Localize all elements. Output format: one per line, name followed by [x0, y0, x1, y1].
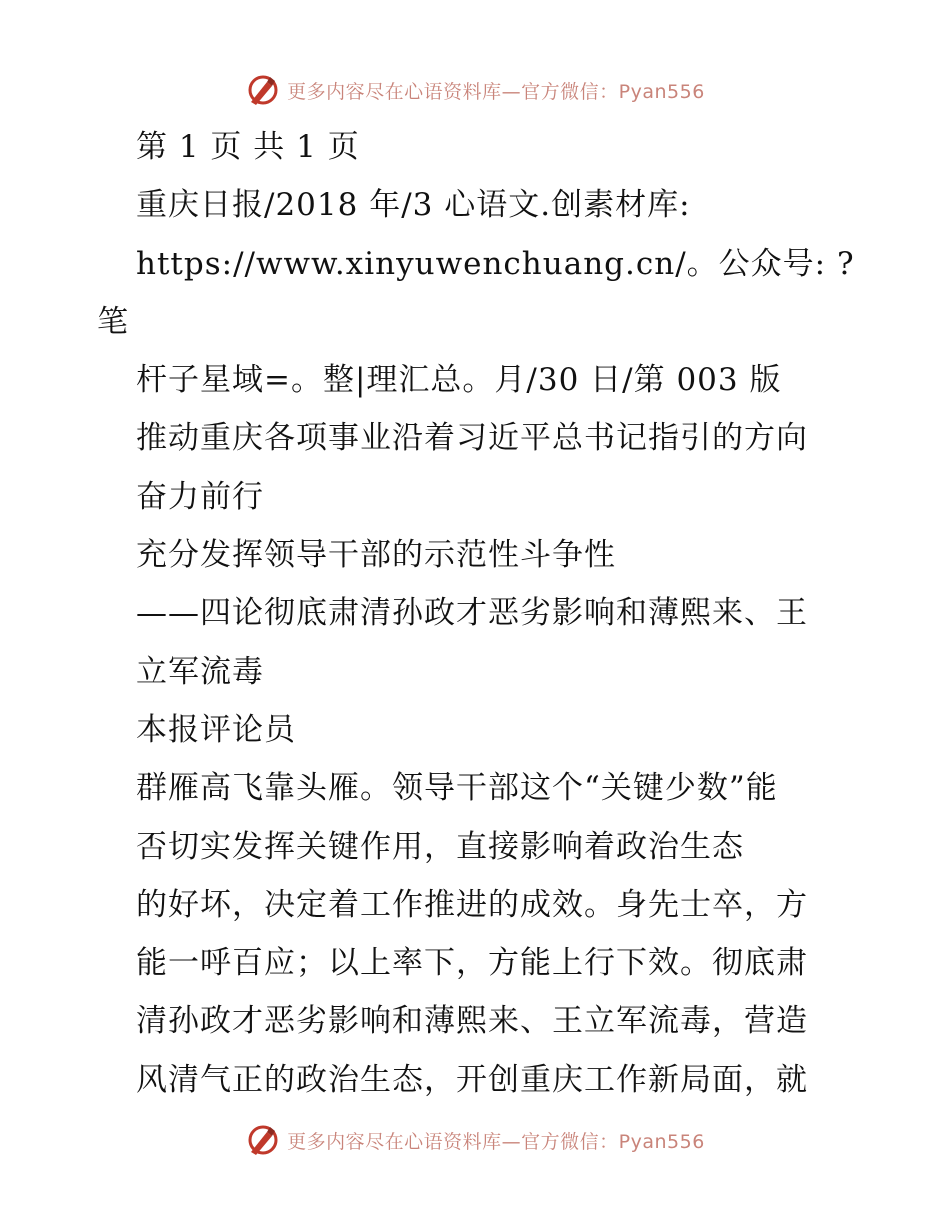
text-line: 杆子星域=。整|理汇总。月/30 日/第 003 版	[136, 362, 782, 399]
text-line: 的好坏，决定着工作推进的成效。身先士卒，方	[136, 886, 808, 923]
pen-logo-icon	[245, 72, 281, 108]
watermark-text: 更多内容尽在心语资料库—官方微信：Pyan556	[287, 80, 705, 103]
document-body	[97, 118, 857, 1109]
text-line: 清孙政才恶劣影响和薄熙来、王立军流毒，营造	[136, 1003, 808, 1040]
text-line: 风清气正的政治生态，开创重庆工作新局面，就	[136, 1061, 808, 1098]
text-line: 群雁高飞靠头雁。领导干部这个“关键少数”能	[136, 770, 778, 807]
text-line: 本报评论员	[136, 711, 296, 748]
text-line: 重庆日报/2018 年/3 心语文.创素材库:	[136, 187, 691, 224]
watermark-text: 更多内容尽在心语资料库—官方微信：Pyan556	[287, 1130, 705, 1153]
text-line: https://www.xinyuwenchuang.cn/。公众号: ?笔	[97, 245, 855, 340]
paragraph	[97, 701, 857, 759]
paragraph	[97, 584, 857, 701]
footer-watermark-banner	[0, 1120, 950, 1160]
header-watermark-banner	[0, 70, 950, 110]
paragraph	[97, 118, 857, 176]
text-line: 立军流毒	[136, 653, 264, 690]
text-line: ——四论彻底肃清孙政才恶劣影响和薄熙来、王	[136, 595, 808, 632]
text-line: 能一呼百应；以上率下，方能上行下效。彻底肃	[136, 945, 808, 982]
paragraph	[97, 409, 857, 526]
text-line: 否切实发挥关键作用，直接影响着政治生态	[136, 828, 744, 865]
paragraph	[97, 759, 857, 876]
pen-logo-icon	[245, 1122, 281, 1158]
text-line: 奋力前行	[136, 478, 264, 515]
paragraph	[97, 992, 857, 1109]
paragraph	[97, 176, 857, 409]
paragraph	[97, 876, 857, 993]
paragraph	[97, 526, 857, 584]
text-line: 第 1 页 共 1 页	[136, 129, 360, 165]
text-line: 推动重庆各项事业沿着习近平总书记指引的方向	[136, 420, 808, 457]
text-line: 充分发挥领导干部的示范性斗争性	[136, 537, 616, 574]
